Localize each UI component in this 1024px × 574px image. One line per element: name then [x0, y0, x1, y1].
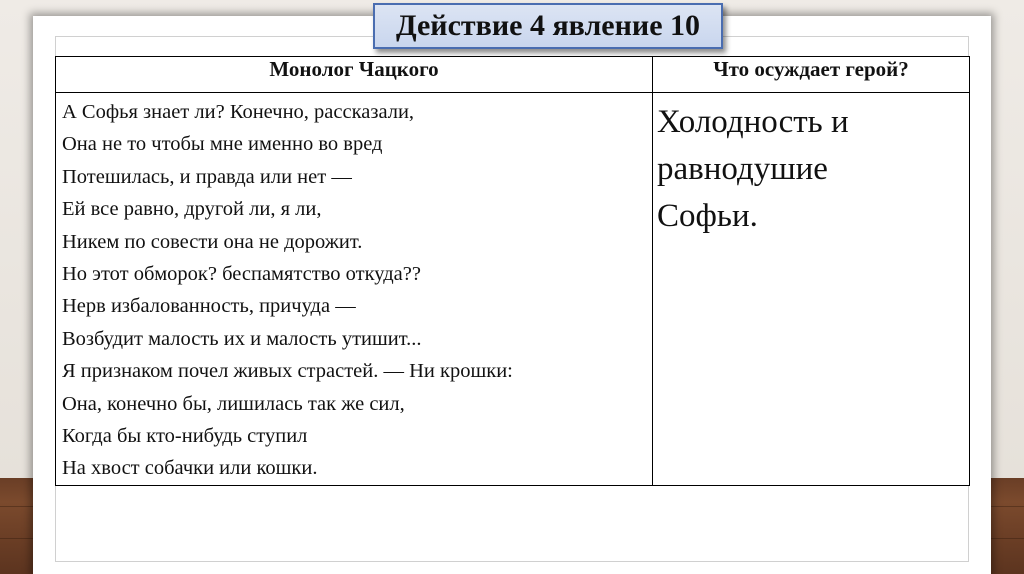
- answer-line: Софьи.: [657, 198, 758, 234]
- answer-line: равнодушие: [657, 151, 828, 187]
- monologue-line: Она, конечно бы, лишилась так же сил,: [62, 392, 405, 415]
- monologue-line: Нерв избалованность, причуда —: [62, 295, 356, 318]
- monologue-line: Я признаком почел живых страстей. — Ни крошки:: [62, 360, 513, 383]
- answer-cell: [653, 93, 970, 486]
- monologue-table: [55, 56, 970, 486]
- table-header-row: [56, 57, 970, 93]
- monologue-line: Она не то чтобы мне именно во вред: [62, 133, 383, 156]
- slide-title: Действие 4 явление 10: [373, 3, 723, 49]
- monologue-line: На хвост собачки или кошки.: [62, 457, 318, 480]
- monologue-line: Ей все равно, другой ли, я ли,: [62, 198, 322, 221]
- monologue-line: Потешилась, и правда или нет —: [62, 165, 352, 188]
- monologue-line: Возбудит малость их и малость утишит...: [62, 327, 422, 350]
- monologue-cell: [56, 93, 653, 486]
- monologue-line: Когда бы кто-нибудь ступил: [62, 425, 308, 448]
- answer-line: Холодность и: [657, 104, 849, 140]
- table-body-row: [56, 93, 970, 486]
- monologue-line: А Софья знает ли? Конечно, рассказали,: [62, 101, 415, 123]
- monologue-line: Но этот обморок? беспамятство откуда??: [62, 263, 421, 286]
- header-monologue: Монолог Чацкого: [56, 57, 653, 93]
- monologue-line: Никем по совести она не дорожит.: [62, 230, 363, 253]
- header-condemns: Что осуждает герой?: [653, 57, 970, 93]
